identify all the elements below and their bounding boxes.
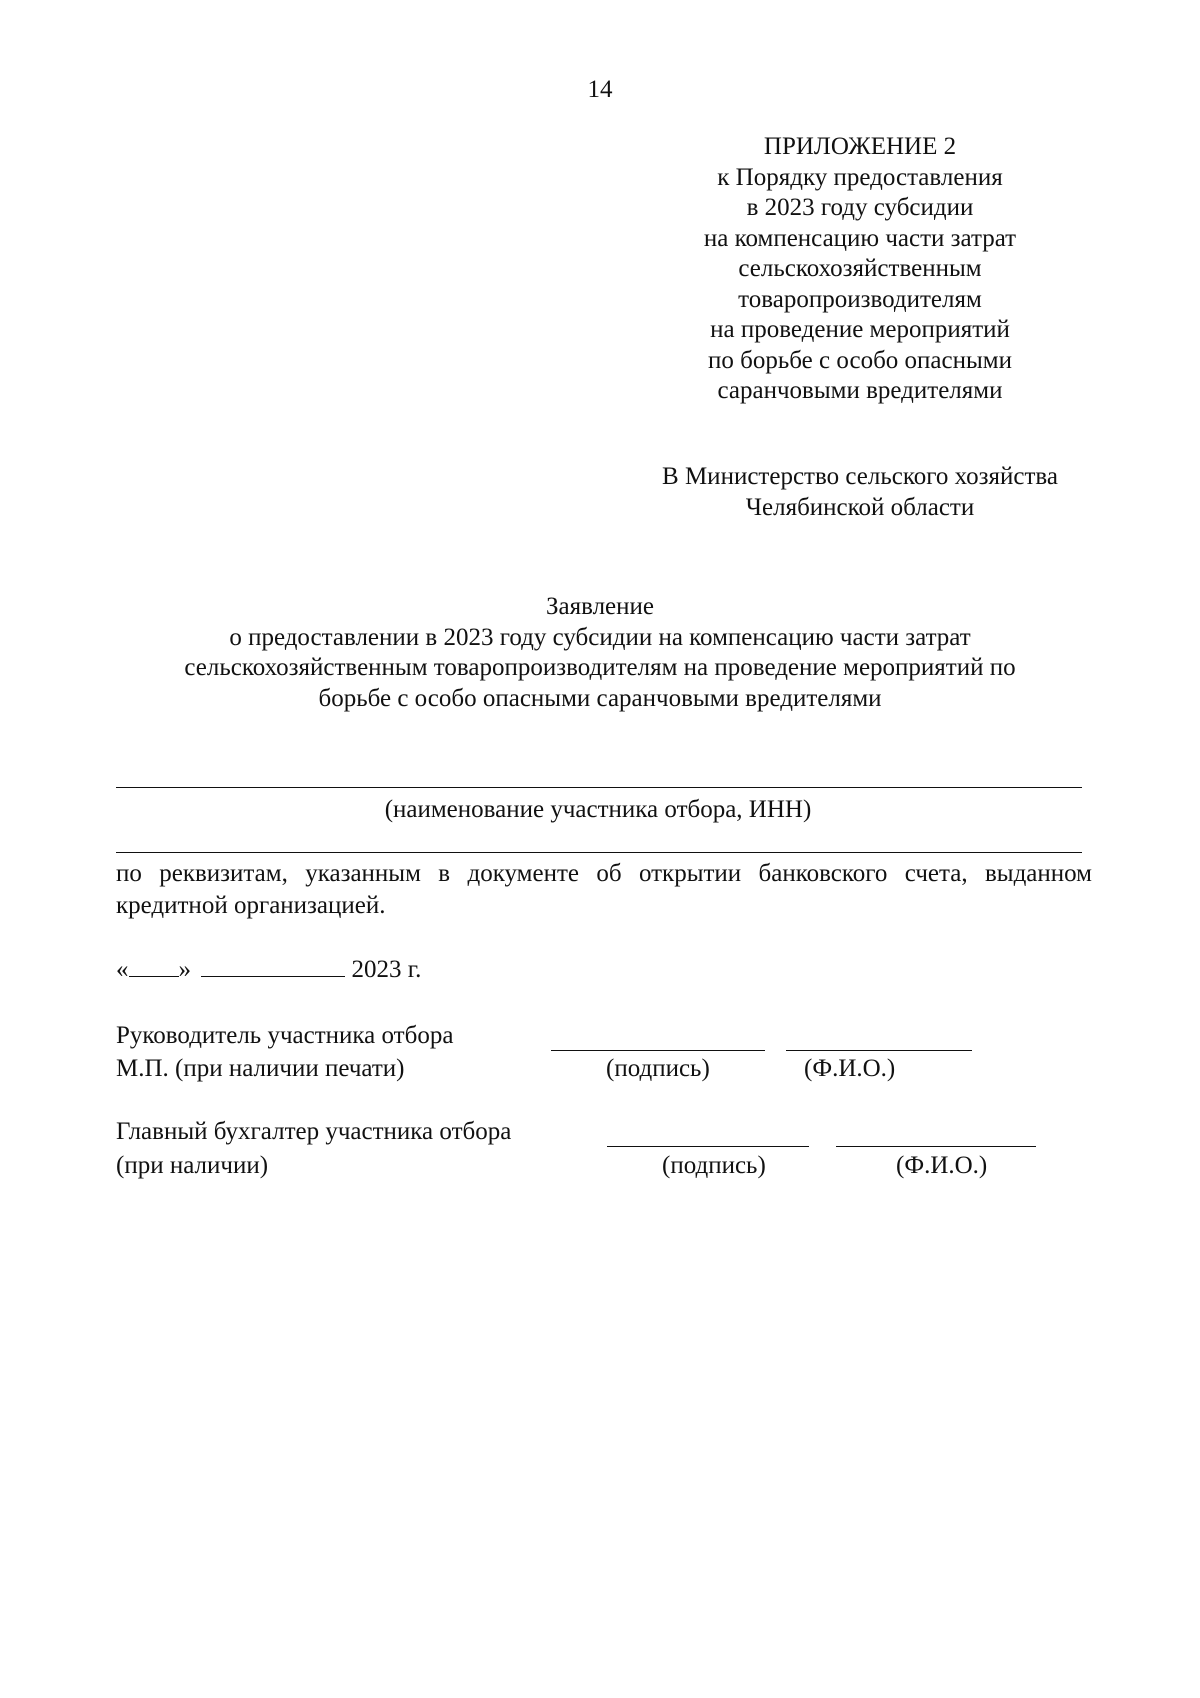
head-stamp-label: М.П. (при наличии печати) [116, 1055, 405, 1082]
appendix-line: на компенсацию части затрат [703, 224, 1017, 252]
date-line [116, 956, 421, 984]
day-field[interactable] [129, 956, 179, 977]
participant-name-field[interactable] [116, 787, 1082, 788]
page-number: 14 [587, 76, 613, 103]
participant-caption: (наименование участника отбора, ИНН) [384, 796, 812, 823]
head-signature-field[interactable] [551, 1050, 765, 1051]
appendix-line: саранчовыми вредителями [717, 377, 1003, 404]
appendix-header [640, 132, 1080, 407]
requisites-text: по реквизитам, указанным в документе об открытии банковского счета, выданном кредитной организацией. [116, 860, 1092, 919]
appendix-line: к Порядку предоставления [717, 163, 1003, 191]
appendix-line: товаропроизводителям [738, 285, 982, 313]
participant-extra-field[interactable] [116, 852, 1082, 853]
appendix-line: в 2023 году субсидии [746, 194, 974, 221]
accountant-condition-label: (при наличии) [116, 1152, 269, 1179]
statement-line: о предоставлении в 2023 году субсидии на компенсацию части затрат [229, 623, 971, 651]
statement-heading [100, 592, 1100, 714]
addressee-line: В Министерство сельского хозяйства [662, 463, 1058, 490]
appendix-line: ПРИЛОЖЕНИЕ 2 [763, 133, 957, 160]
head-label: Руководитель участника отбора [116, 1022, 454, 1049]
head-signature-caption: (подпись) [606, 1055, 710, 1082]
accountant-name-caption: (Ф.И.О.) [896, 1152, 988, 1179]
head-name-caption: (Ф.И.О.) [804, 1055, 896, 1082]
accountant-label: Главный бухгалтер участника отбора [116, 1118, 512, 1145]
accountant-name-field[interactable] [836, 1146, 1036, 1147]
appendix-line: по борьбе с особо опасными [708, 346, 1012, 374]
appendix-line: на проведение мероприятий [710, 316, 1010, 343]
statement-line: сельскохозяйственным товаропроизводителям на проведение мероприятий по [184, 654, 1016, 681]
close-quote: » [178, 956, 191, 983]
month-field[interactable] [201, 956, 345, 977]
statement-title: Заявление [545, 593, 655, 620]
accountant-signature-caption: (подпись) [662, 1152, 766, 1179]
addressee-line: Челябинской области [745, 493, 975, 521]
head-name-field[interactable] [786, 1050, 972, 1051]
appendix-line: сельскохозяйственным [738, 255, 982, 282]
addressee-block [600, 462, 1120, 523]
statement-line: борьбе с особо опасными саранчовыми вредителями [318, 684, 882, 712]
year-text: 2023 г. [351, 956, 422, 983]
accountant-signature-field[interactable] [607, 1146, 809, 1147]
open-quote: « [116, 956, 129, 983]
